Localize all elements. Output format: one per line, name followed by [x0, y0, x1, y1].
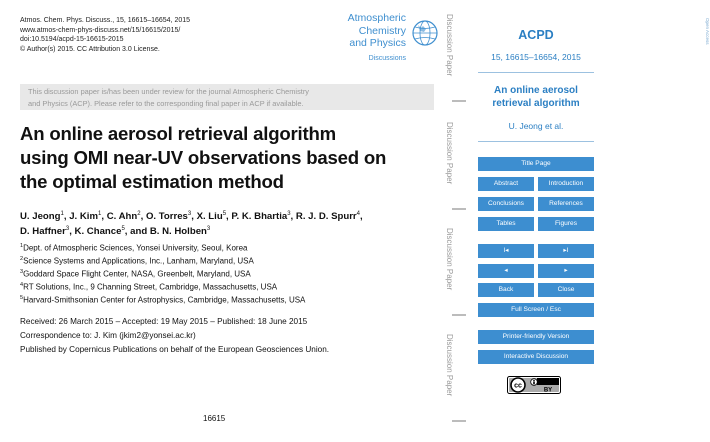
discussion-paper-label: Discussion Paper	[445, 122, 454, 185]
author-affiliation-mark: 1	[98, 211, 102, 217]
author-list	[20, 208, 440, 238]
abstract-button[interactable]: Abstract	[478, 177, 534, 191]
author-line: U. Jeong$^1$, J. Kim$^1$, C. Ahn$^2$, O. Torres$^3$, X. Liu$^5$, P. K. Bhartia$^3$, R. J. D. Spurr$^4$,	[20, 211, 363, 223]
discussion-paper-label: Discussion Paper	[445, 14, 454, 77]
last-page-button[interactable]: ▸I	[538, 244, 594, 258]
panel-divider	[478, 141, 594, 142]
affiliation-number: 4	[20, 282, 24, 289]
affiliation-text: Dept. of Atmospheric Sciences, Yonsei University, Seoul, Korea	[23, 243, 248, 253]
discussion-paper-label: Discussion Paper	[445, 334, 454, 397]
author-affiliation-mark: 3	[206, 226, 211, 233]
author-affiliation-mark: 1	[60, 211, 64, 217]
author-affiliation-mark: 3	[287, 211, 291, 217]
author-name: D. Haffner	[20, 226, 66, 238]
author-name: C. Ahn	[106, 211, 138, 223]
author-name: X. Liu	[196, 211, 223, 223]
author-affiliation-mark: 4	[356, 211, 361, 217]
next-page-button[interactable]: ▸	[538, 264, 594, 278]
author-name: U. Jeong	[20, 211, 61, 223]
panel-divider	[478, 72, 594, 73]
affiliation-item	[20, 241, 440, 254]
correspondence[interactable]: Correspondence to: J. Kim (jkim2@yonsei.ac.kr)	[20, 330, 196, 340]
by-text: BY	[543, 387, 553, 394]
publication-info	[20, 315, 440, 356]
citation-license: © Author(s) 2015. CC Attribution 3.0 License.	[20, 45, 160, 53]
tables-button[interactable]: Tables	[478, 217, 534, 231]
interactive-discussion-button[interactable]: Interactive Discussion	[478, 350, 594, 364]
author-name: P. K. Bhartia	[231, 211, 288, 223]
affiliation-number: 2	[20, 256, 24, 263]
discussion-paper-strip	[446, 0, 472, 442]
author-name: and B. N. Holben	[130, 226, 207, 238]
affiliation-list	[20, 241, 440, 306]
author-affiliation-mark: 3	[187, 211, 192, 217]
received-dates: Received: 26 March 2015 – Accepted: 19 May 2015 – Published: 18 June 2015	[20, 317, 308, 326]
affiliation-item	[20, 280, 440, 293]
author-name: J. Kim	[69, 211, 98, 223]
affiliation-text: Harvard-Smithsonian Center for Astrophysics, Cambridge, Massachusetts, USA	[23, 295, 306, 305]
strip-separator	[452, 420, 466, 422]
journal-logo-text: Atmospheric Chemistry and Physics	[347, 12, 406, 49]
author-affiliation-mark: 2	[137, 211, 141, 217]
page-number: 16615	[203, 414, 226, 423]
affiliation-text: Goddard Space Flight Center, NASA, Greenbelt, Maryland, USA	[23, 269, 251, 279]
affiliation-item	[20, 293, 440, 306]
paper-title: An online aerosol retrieval algorithm using OMI near-UV observations based on the optimal estimation method	[20, 123, 387, 192]
journal-logo-subtitle: Discussions	[368, 55, 406, 62]
affiliation-item	[20, 254, 440, 267]
strip-separator	[452, 314, 466, 316]
references-button[interactable]: References	[538, 197, 594, 211]
globe-icon	[410, 16, 440, 50]
strip-separator	[452, 208, 466, 210]
strip-separator	[452, 100, 466, 102]
cc-text: cc	[514, 382, 522, 390]
affiliation-text: Science Systems and Applications, Inc., Lanham, Maryland, USA	[23, 256, 254, 266]
first-page-button[interactable]: I◂	[478, 244, 534, 258]
title-page-button[interactable]: Title Page	[478, 157, 594, 171]
author-name: O. Torres	[145, 211, 188, 223]
back-button[interactable]: Back	[478, 283, 534, 297]
author-affiliation-mark: 3	[65, 226, 70, 233]
author-name: R. J. D. Spurr	[295, 211, 357, 223]
cc-by-icon[interactable]	[507, 376, 561, 394]
review-notice: This discussion paper is/has been under review for the journal Atmospheric Chemistry and Physics (ACP). Please refer to the corresponding final paper in ACP if available.	[20, 84, 434, 110]
conclusions-button[interactable]: Conclusions	[478, 197, 534, 211]
affiliation-number: 1	[20, 243, 24, 249]
author-line: D. Haffner$^3$, K. Chance$^5$, and B. N. Holben$^3$	[20, 226, 211, 238]
citation-line: Atmos. Chem. Phys. Discuss., 15, 16615–16654, 2015	[20, 17, 191, 24]
author-affiliation-mark: 5	[222, 211, 227, 217]
panel-authors: U. Jeong et al.	[508, 121, 564, 131]
open-access-label: Open Access	[705, 18, 710, 45]
previous-page-button[interactable]: ◂	[478, 264, 534, 278]
affiliation-item	[20, 267, 440, 280]
close-button[interactable]: Close	[538, 283, 594, 297]
citation-doi[interactable]: doi:10.5194/acpd-15-16615-2015	[20, 36, 124, 43]
printer-friendly-button[interactable]: Printer-friendly Version	[478, 330, 594, 344]
citation-url[interactable]: www.atmos-chem-phys-discuss.net/15/16615/2015/	[20, 26, 181, 34]
author-affiliation-mark: 5	[121, 226, 125, 233]
publisher-note: Published by Copernicus Publications on behalf of the European Geosciences Union.	[20, 344, 330, 354]
introduction-button[interactable]: Introduction	[538, 177, 594, 191]
citation-block	[20, 16, 190, 54]
figures-button[interactable]: Figures	[538, 217, 594, 231]
affiliation-number: 5	[20, 295, 24, 302]
panel-journal-name: ACPD	[518, 28, 554, 42]
affiliation-number: 3	[20, 269, 24, 276]
affiliation-text: RT Solutions, Inc., 9 Channing Street, Cambridge, Massachusetts, USA	[23, 282, 278, 292]
author-name: K. Chance	[74, 226, 122, 238]
discussion-paper-label: Discussion Paper	[445, 228, 454, 291]
panel-pages: 15, 16615–16654, 2015	[491, 52, 581, 62]
panel-title: An online aerosol retrieval algorithm	[492, 85, 580, 109]
full-screen-button[interactable]: Full Screen / Esc	[478, 303, 594, 317]
